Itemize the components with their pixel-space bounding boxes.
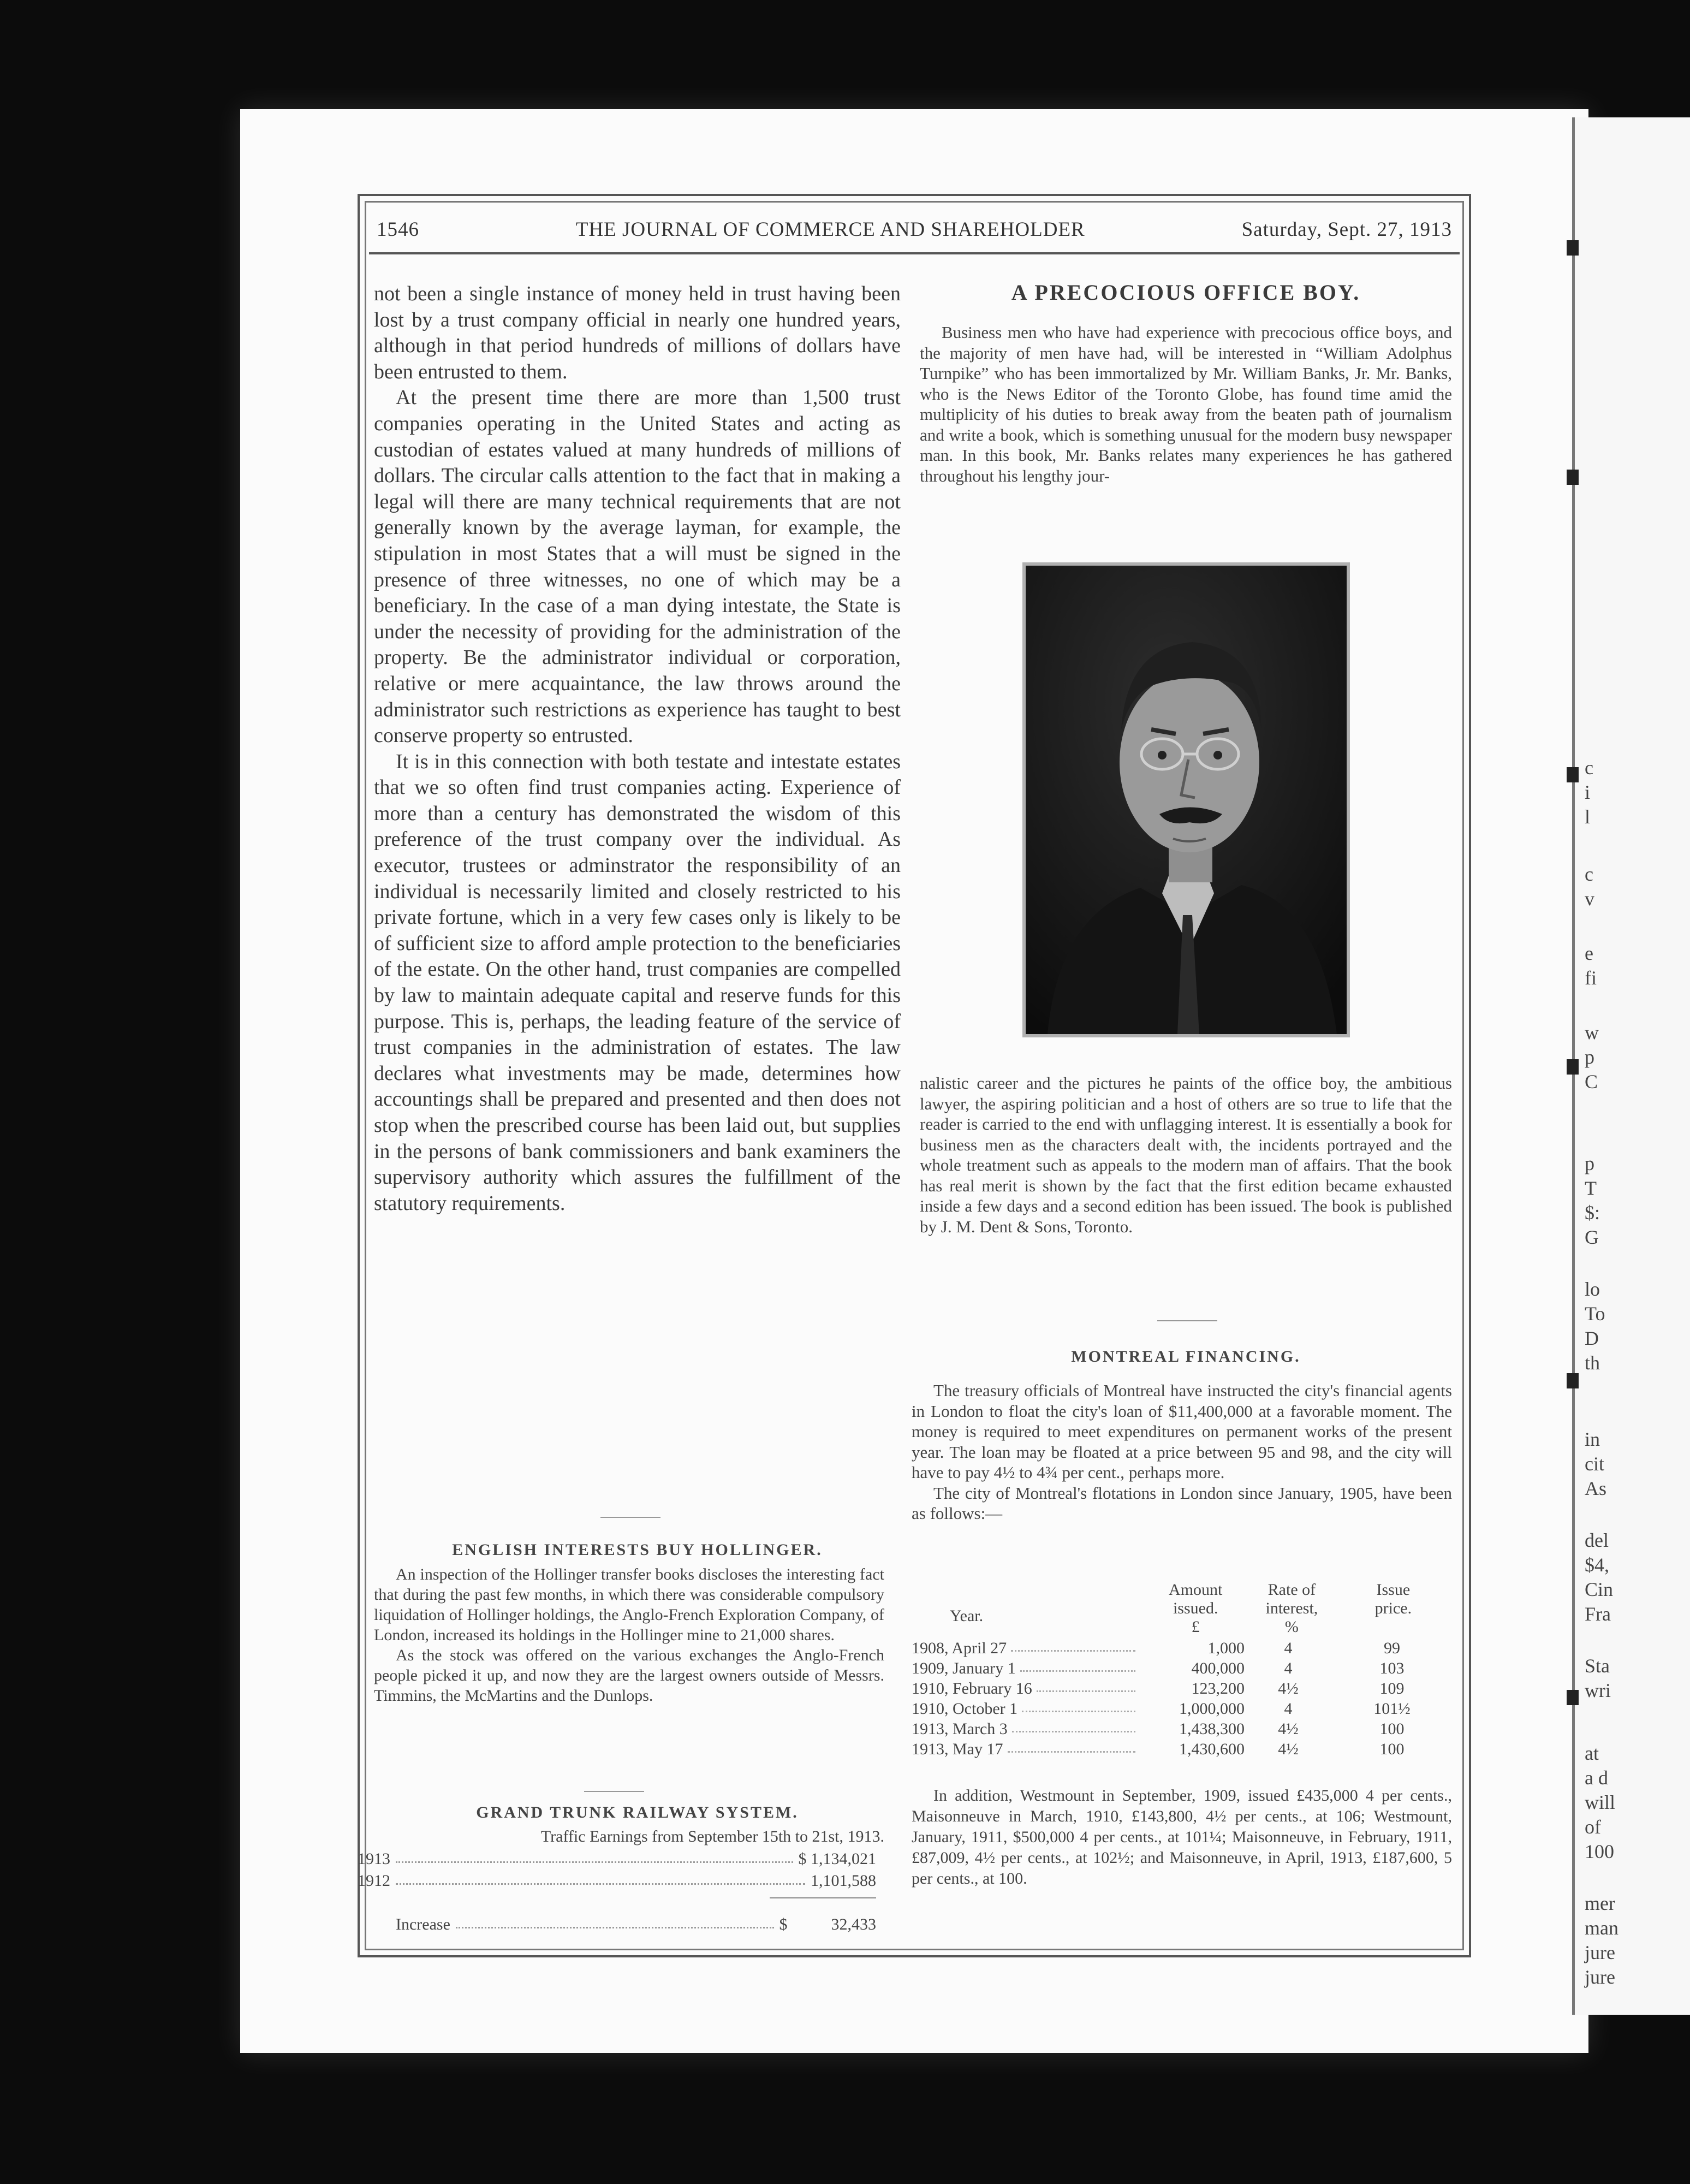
- binding-tab: [1567, 470, 1579, 485]
- office-boy-article-top: [920, 322, 1452, 486]
- row-rate: 4: [1284, 1639, 1293, 1657]
- adjacent-fragment: at: [1585, 1742, 1599, 1764]
- adjacent-fragment: c: [1585, 757, 1593, 779]
- binding-tab: [1567, 767, 1579, 782]
- trust-companies-article: [374, 281, 901, 1216]
- adjacent-fragment: w: [1585, 1022, 1599, 1043]
- traffic-amount: $ 1,134,021: [798, 1850, 876, 1868]
- adjacent-page-edge: [1572, 117, 1690, 2015]
- article-paragraph: An inspection of the Hollinger transfer books discloses the interesting fact that during the past few months, in which there was considerable compulsory liquidation of Hollinger holdings, the Anglo-French Exploration Company, of London, increased its holdings in the Hollinger mine to 21,000 shares.: [374, 1565, 884, 1644]
- adjacent-fragment: Cin: [1585, 1578, 1614, 1600]
- portrait-illustration: [1026, 566, 1347, 1034]
- row-rate: 4: [1284, 1700, 1293, 1718]
- row-year: 1908, April 27: [912, 1639, 1007, 1657]
- article-paragraph: At the present time there are more than 1,500 trust companies operating in the United States and acting as custodian of estates valued at many hundreds of millions of dollars. The circular calls attention to the fact that in making a legal will there are many technical requirements that are not generally known by the average layman, for example, the stipulation in most States that a will must be signed in the presence of three witnesses, no one of which may be a beneficiary. In the case of a man dying intestate, the State is under the necessity of providing for the administration of the property. Be the administrator individual or corporation, relative or mere acquaintance, the law throws around the administrator such restrictions as experience has taught to best conserve property so entrusted.: [374, 386, 901, 747]
- table-row: [912, 1658, 1452, 1678]
- adjacent-fragment: mer: [1585, 1892, 1615, 1914]
- adjacent-fragment: c: [1585, 863, 1593, 885]
- adjacent-fragment: a d: [1585, 1767, 1608, 1789]
- adjacent-fragment: lo: [1585, 1278, 1600, 1300]
- adjacent-fragment: in: [1585, 1428, 1600, 1450]
- adjacent-fragment: cit: [1585, 1453, 1604, 1475]
- table-row: [912, 1719, 1452, 1739]
- montreal-addendum: [912, 1785, 1452, 1889]
- article-paragraph: The treasury officials of Montreal have instructed the city's financial agents in London to float the city's loan of $11,400,000 at a favorable moment. The money is required to meet expenditures on permanent works of the present year. The loan may be floated at a price between 95 and 98, and the city will have to pay 4½ to 4¾ per cent., perhaps more.: [912, 1381, 1452, 1482]
- adjacent-fragment: G: [1585, 1226, 1599, 1248]
- table-row: [912, 1678, 1452, 1699]
- article-paragraph: The city of Montreal's flotations in London since January, 1905, have been as follows:—: [912, 1483, 1452, 1523]
- row-rate: 4: [1284, 1659, 1293, 1677]
- row-price: 103: [1379, 1659, 1405, 1677]
- adjacent-fragment: v: [1585, 888, 1594, 910]
- row-price: 109: [1379, 1679, 1405, 1698]
- montreal-article: [912, 1380, 1452, 1524]
- office-boy-article-bottom: [920, 1073, 1452, 1237]
- adjacent-fragment: Sta: [1585, 1655, 1610, 1677]
- adjacent-fragment: del: [1585, 1529, 1609, 1551]
- hollinger-heading: ENGLISH INTERESTS BUY HOLLINGER.: [452, 1541, 823, 1559]
- adjacent-fragment: jure: [1585, 1966, 1615, 1988]
- traffic-total-row: [396, 1915, 876, 1934]
- row-rate: 4½: [1278, 1740, 1299, 1758]
- row-rate: 4½: [1278, 1720, 1299, 1738]
- adjacent-fragment: D: [1585, 1327, 1599, 1349]
- article-paragraph: In addition, Westmount in September, 1909, issued £435,000 4 per cents., Maisonneuve in March, 1910, £143,800, 4½ per cents., at 106; Westmount, January, 1911, $500,000 4 per cents., at 101¼; Maisonneuve, in February, 1911, £87,009, 4½ per cents., at 102½; and Maisonneuve, in April, 1913, £187,600, 5 per cents., at 100.: [912, 1787, 1452, 1888]
- traffic-year: 1913: [358, 1850, 390, 1868]
- hollinger-article: [374, 1564, 884, 1706]
- binding-tab: [1567, 1059, 1579, 1075]
- row-amount: 400,000: [1191, 1659, 1245, 1677]
- adjacent-fragment: Fra: [1585, 1603, 1611, 1625]
- section-divider: [584, 1791, 644, 1792]
- row-price: 100: [1379, 1740, 1405, 1758]
- increase-amount: 32,433: [831, 1915, 876, 1933]
- office-boy-heading: A PRECOCIOUS OFFICE BOY.: [1011, 280, 1361, 305]
- row-amount: 1,000: [1207, 1639, 1245, 1657]
- row-year: 1913, May 17: [912, 1740, 1003, 1758]
- adjacent-fragment: To: [1585, 1303, 1605, 1325]
- article-paragraph: Business men who have had experience with precocious office boys, and the majority of men have had, will be interested in “William Adolphus Turnpike” who has been immortalized by Mr. William Banks, Jr. Mr. Banks, who is the News Editor of the Toronto Globe, has found time amid the multiplicity of his duties to break away from the beaten path of journalism and write a book, which is something unusual for the modern busy newspaper man. In this book, Mr. Banks relates many experiences he has gathered throughout his lengthy jour-: [920, 323, 1452, 485]
- adjacent-fragment: $:: [1585, 1202, 1600, 1224]
- adjacent-fragment: of: [1585, 1816, 1601, 1838]
- col-year-header: Year.: [950, 1607, 984, 1625]
- increase-label: Increase: [396, 1915, 450, 1933]
- section-divider: [600, 1517, 660, 1518]
- row-price: 99: [1384, 1639, 1400, 1657]
- adjacent-fragment: th: [1585, 1352, 1600, 1374]
- grand-trunk-subtitle: Traffic Earnings from September 15th to 21st, 1913.: [540, 1827, 884, 1845]
- table-row: [912, 1739, 1452, 1759]
- col-amount-header: Amount issued. £: [1169, 1581, 1223, 1636]
- increase-currency: $: [779, 1915, 788, 1933]
- row-year: 1910, February 16: [912, 1679, 1032, 1698]
- row-price: 101½: [1373, 1700, 1411, 1718]
- row-amount: 123,200: [1191, 1679, 1245, 1698]
- table-row: [912, 1699, 1452, 1719]
- adjacent-fragment: 100: [1585, 1841, 1614, 1862]
- journal-title: THE JOURNAL OF COMMERCE AND SHAREHOLDER: [575, 218, 1085, 241]
- running-header: [377, 210, 1452, 248]
- col-price-header: Issue price.: [1374, 1581, 1412, 1617]
- adjacent-fragment: $4,: [1585, 1554, 1609, 1576]
- row-rate: 4½: [1278, 1679, 1299, 1698]
- article-paragraph: nalistic career and the pictures he paints of the office boy, the ambitious lawyer, the aspiring politician and a host of others are so true to life that the reader is carried to the end with unflagging interest. It is essentially a book for business men as the characters dealt with, the incidents portrayed and the whole treatment such as appeals to the modern man of affairs. That the book has real merit is shown by the fact that the first edition became exhausted inside a few days and a second edition has been issued. The book is published by J. M. Dent & Sons, Toronto.: [920, 1073, 1452, 1236]
- row-amount: 1,438,300: [1179, 1720, 1245, 1738]
- binding-tab: [1567, 240, 1579, 256]
- article-paragraph: As the stock was offered on the various exchanges the Anglo-French people picked it up, and now they are the largest owners outside of Messrs. Timmins, the McMartins and the Dunlops.: [374, 1646, 884, 1705]
- adjacent-fragment: jure: [1585, 1942, 1615, 1963]
- adjacent-fragment: man: [1585, 1917, 1618, 1939]
- col-rate-header: Rate of interest, %: [1265, 1581, 1318, 1636]
- page-number: 1546: [377, 218, 419, 241]
- adjacent-fragment: fi: [1585, 967, 1597, 989]
- adjacent-fragment: i: [1585, 781, 1591, 803]
- row-year: 1909, January 1: [912, 1659, 1016, 1677]
- adjacent-fragment: T: [1585, 1177, 1597, 1199]
- table-row: [912, 1638, 1452, 1658]
- binding-tab: [1567, 1690, 1579, 1705]
- flotations-table: [912, 1581, 1452, 1759]
- montreal-heading: MONTREAL FINANCING.: [1071, 1348, 1301, 1366]
- binding-tab: [1567, 1373, 1579, 1388]
- adjacent-fragment: p: [1585, 1046, 1594, 1068]
- row-year: 1910, October 1: [912, 1700, 1018, 1718]
- adjacent-fragment: wri: [1585, 1679, 1611, 1701]
- adjacent-fragment: C: [1585, 1071, 1598, 1093]
- grand-trunk-heading: GRAND TRUNK RAILWAY SYSTEM.: [476, 1803, 799, 1821]
- section-divider: [1157, 1320, 1217, 1321]
- adjacent-fragment: As: [1585, 1477, 1607, 1499]
- traffic-year: 1912: [358, 1872, 390, 1890]
- portrait-photo: [1022, 562, 1350, 1037]
- article-paragraph: not been a single instance of money held in trust having been lost by a trust company official in nearly one hundred years, although in that period hundreds of millions of dollars have been entrusted to them.: [374, 282, 901, 383]
- traffic-row: [358, 1872, 876, 1890]
- row-amount: 1,430,600: [1179, 1740, 1245, 1758]
- article-paragraph: It is in this connection with both testate and intestate estates that we so often find trust companies acting. Experience of more than a century has demonstrated the wisdom of this preference of the trust company over the individual. As executor, trustees or adminstrator the responsibility of an individual is necessarily limited and closely restricted to his private fortune, which in a very few cases only is likely to be of sufficient size to afford ample protection to the beneficiaries of the estate. On the other hand, trust companies are compelled by law to maintain adequate capital and reserve funds for this purpose. This is, perhaps, the leading feature of the service of trust companies in the administration of estates. The law declares what investments may be made, determines how accountings shall be prepared and presented and then does not stop when the prescribed course has been laid out, but supplies in the persons of bank commissioners and bank examiners the supervisory authority which assures the fulfillment of the statutory requirements.: [374, 750, 901, 1215]
- total-rule: [770, 1897, 876, 1898]
- issue-date: Saturday, Sept. 27, 1913: [1241, 218, 1452, 241]
- traffic-amount: 1,101,588: [811, 1872, 876, 1890]
- table-header: [912, 1581, 1452, 1638]
- adjacent-fragment: p: [1585, 1153, 1594, 1174]
- header-rule: [369, 252, 1460, 254]
- adjacent-fragment: will: [1585, 1791, 1616, 1813]
- row-year: 1913, March 3: [912, 1720, 1008, 1738]
- adjacent-fragment: e: [1585, 942, 1593, 964]
- row-amount: 1,000,000: [1179, 1700, 1245, 1718]
- adjacent-fragment: l: [1585, 806, 1591, 828]
- traffic-row: [358, 1850, 876, 1868]
- row-price: 100: [1379, 1720, 1405, 1738]
